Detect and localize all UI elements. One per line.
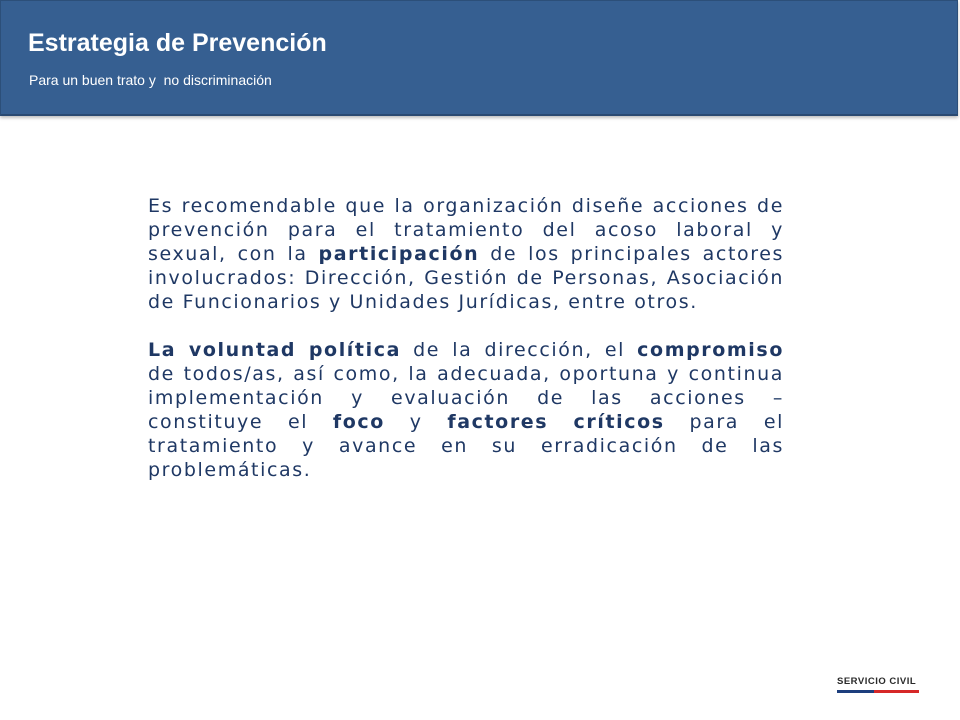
paragraph-2-emphasis: compromiso [637,339,784,361]
servicio-civil-logo [837,676,919,696]
logo-color-bar [837,690,919,693]
logo-text: SERVICIO CIVIL [837,676,917,687]
slide-header [0,0,958,116]
paragraph-2-emphasis: La voluntad política [148,339,401,361]
paragraph-1 [148,194,784,314]
logo-bar-blue [837,690,874,693]
paragraph-2-text: de la dirección, el [401,339,638,361]
paragraph-2-text: de todos/as, así como, la adecuada, oportuna y continua implementación y evaluación de las acciones – constituye el [148,363,784,433]
paragraph-1-text: Es recomendable que la organización diseñe acciones de prevención para el tratamiento del acoso laboral y sexual, con la [148,195,784,265]
paragraph-2-text: y [384,411,448,433]
logo-bar-red [874,690,919,693]
slide-title: Estrategia de Prevención [28,29,327,57]
paragraph-1-emphasis: participación [318,243,480,265]
paragraph-2-emphasis: foco [332,411,385,433]
slide-body [148,194,784,482]
paragraph-1-text: de los principales actores involucrados: Dirección, Gestión de Personas, Asociación de Funcionarios y Unidades Jurídicas, entre otros. [148,243,785,313]
paragraph-2 [148,338,784,482]
slide-subtitle: Para un buen trato y no discriminación [29,72,272,88]
paragraph-2-emphasis: factores críticos [447,411,665,433]
paragraph-2-text: para el tratamiento y avance en su erradicación de las problemáticas. [148,411,784,481]
